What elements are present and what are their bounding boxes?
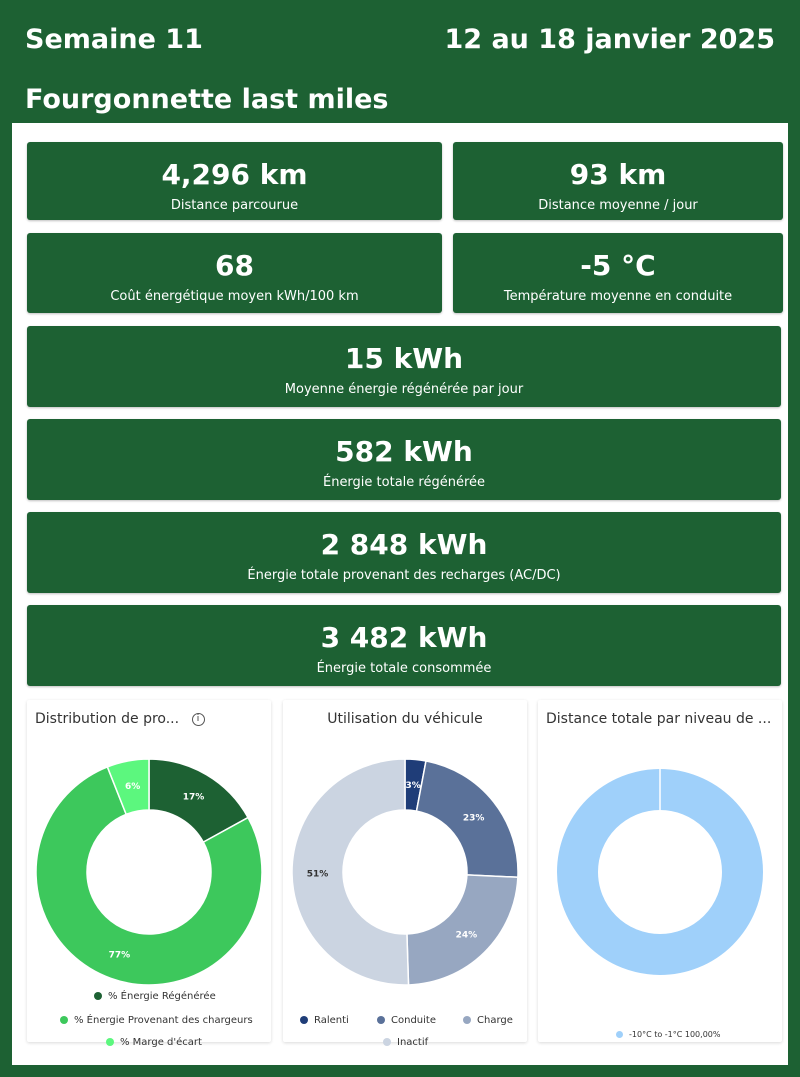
kpi-label: Coût énergétique moyen kWh/100 km xyxy=(110,289,359,304)
kpi-label: Distance moyenne / jour xyxy=(538,198,698,213)
kpi-card-avg-regen xyxy=(27,326,781,407)
legend-item[interactable] xyxy=(377,1015,436,1026)
slice-label: 51% xyxy=(306,869,329,880)
legend-item[interactable] xyxy=(300,1015,349,1026)
donut-chart xyxy=(283,740,527,990)
chart-distance-by-temperature xyxy=(538,700,782,1042)
kpi-card-consumed-energy xyxy=(27,605,781,686)
chart-title-text: Distribution de pro... xyxy=(35,711,180,727)
legend-swatch xyxy=(616,1031,623,1038)
kpi-value: 582 kWh xyxy=(335,435,473,468)
legend-swatch xyxy=(463,1016,471,1024)
kpi-label: Température moyenne en conduite xyxy=(503,289,733,304)
slice-label: 24% xyxy=(455,930,478,941)
kpi-value: -5 °C xyxy=(580,249,656,282)
donut-chart xyxy=(27,740,271,990)
legend-item[interactable] xyxy=(106,1037,202,1048)
legend-label: % Énergie Régénérée xyxy=(108,991,216,1002)
kpi-card-energy-cost xyxy=(27,233,442,313)
chart-energy-distribution xyxy=(27,700,271,1048)
kpi-value: 15 kWh xyxy=(344,342,464,375)
chart-title xyxy=(35,711,263,727)
legend-swatch xyxy=(94,992,102,1000)
kpi-card-distance xyxy=(27,142,442,220)
info-icon[interactable]: i xyxy=(192,713,205,726)
date-range: 12 au 18 janvier 2025 xyxy=(444,24,775,55)
kpi-value: 93 km xyxy=(569,158,667,191)
slice-label: 77% xyxy=(108,950,131,961)
legend-swatch xyxy=(377,1016,385,1024)
kpi-card-total-regen xyxy=(27,419,781,500)
kpi-value: 2 848 kWh xyxy=(320,528,488,561)
legend-item[interactable] xyxy=(616,1030,720,1039)
kpi-value: 4,296 km xyxy=(161,158,308,191)
report-header xyxy=(0,0,800,122)
slice-label: 6% xyxy=(124,782,141,793)
week-label: Semaine 11 xyxy=(25,24,203,55)
legend-item[interactable] xyxy=(383,1037,428,1048)
legend-label: -10°C to -1°C 100,00% xyxy=(629,1030,721,1039)
legend-label: Inactif xyxy=(397,1037,429,1048)
legend-item[interactable] xyxy=(94,991,216,1002)
kpi-label: Énergie totale consommée xyxy=(316,661,492,676)
legend-swatch xyxy=(106,1038,114,1046)
kpi-label: Distance parcourue xyxy=(170,198,299,213)
chart-title: Utilisation du véhicule xyxy=(327,711,483,727)
kpi-card-avg-distance xyxy=(453,142,783,220)
legend-label: Charge xyxy=(477,1015,513,1026)
legend-label: % Marge d'écart xyxy=(120,1037,202,1048)
chart-vehicle-usage xyxy=(283,700,527,1048)
kpi-card-temperature xyxy=(453,233,783,313)
kpi-label: Moyenne énergie régénérée par jour xyxy=(284,382,524,397)
slice-label: 3% xyxy=(405,780,421,791)
legend-swatch xyxy=(60,1016,68,1024)
vehicle-name: Fourgonnette last miles xyxy=(25,84,389,115)
legend-label: Ralenti xyxy=(314,1015,349,1026)
kpi-label: Énergie totale régénérée xyxy=(322,475,486,490)
donut-slice[interactable] xyxy=(578,790,743,955)
legend-item[interactable] xyxy=(60,1015,253,1026)
slice-label: 23% xyxy=(462,813,485,824)
legend-swatch xyxy=(300,1016,308,1024)
kpi-value: 3 482 kWh xyxy=(320,621,488,654)
kpi-value: 68 xyxy=(215,249,254,282)
kpi-card-recharge-energy xyxy=(27,512,781,593)
slice-label: 17% xyxy=(182,792,205,803)
legend-label: % Énergie Provenant des chargeurs xyxy=(74,1015,253,1026)
legend-item[interactable] xyxy=(463,1015,513,1026)
legend-swatch xyxy=(383,1038,391,1046)
donut-chart xyxy=(538,740,782,990)
legend-label: Conduite xyxy=(391,1015,436,1026)
kpi-label: Énergie totale provenant des recharges (AC/DC) xyxy=(247,568,561,583)
chart-title: Distance totale par niveau de ... xyxy=(546,711,772,727)
